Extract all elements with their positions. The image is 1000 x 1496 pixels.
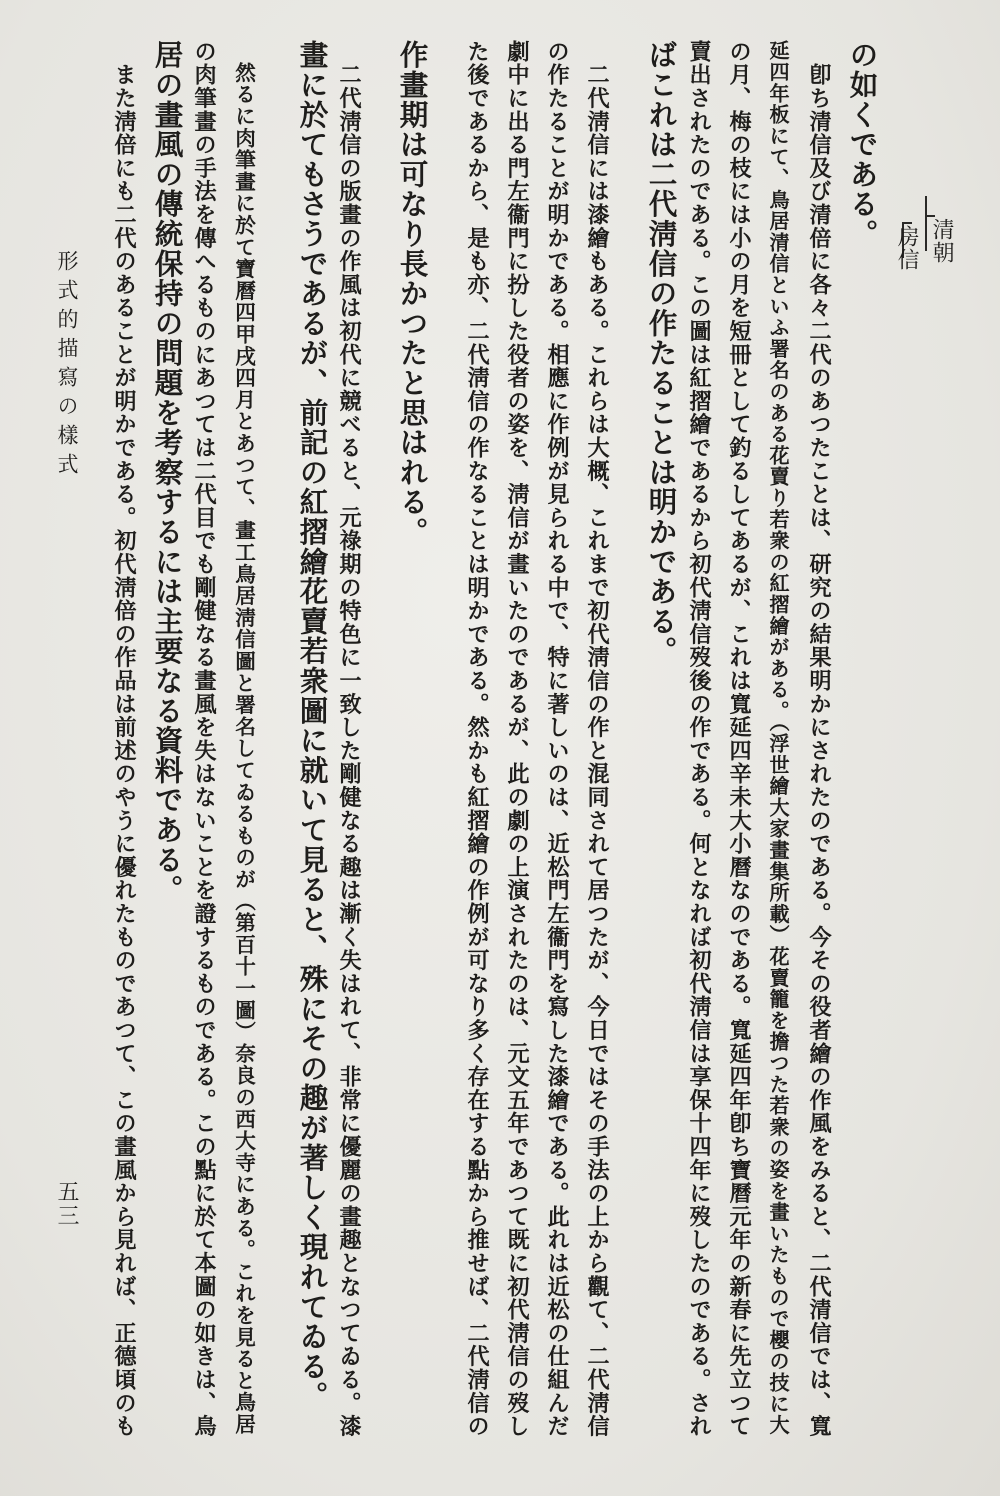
genealogy-top-name: 清朝: [929, 218, 955, 264]
text-column-1: の如くである。: [845, 40, 880, 249]
genealogy-branch-top: [925, 215, 935, 217]
text-column-15: の肉筆畫の手法を傳へるものにあつては二代目でも剛健なる畫風を失はないことを證するものである。この點に於て本圖の如きは、鳥: [191, 40, 218, 1438]
text-column-3: 延四年板にて、鳥居清信といふ署名のある花賣り若衆の紅摺繪がある。（浮世繪大家畫集所載）花賣籠を擔つた若衆の姿を畫いたもので櫻の技に大: [766, 40, 791, 1436]
text-column-16: 居の畫風の傳統保持の問題を考察するには主要なる資料である。: [150, 40, 185, 905]
text-column-5: 賣出されたのである。この圖は紅摺繪であるから初代淸信歿後の作である。何となれば初代淸信は享保十四年に歿したのである。され: [686, 40, 713, 1438]
text-column-11: 作畫期は可なり長かつたと思はれる。: [395, 40, 430, 547]
text-column-8: の作たることが明かである。相應に作例が見られる中で、特に著しいのは、近松門左衞門を寫した漆繪である。此れは近松の仕組んだ: [544, 40, 571, 1438]
genealogy-bottom-name: 房信: [894, 225, 920, 271]
page-number: 五三: [54, 1180, 79, 1228]
running-title: 形式的描寫の樣式: [55, 250, 79, 482]
text-column-2: 卽ち清信及び清倍に各々二代のあつたことは、研究の結果明かにされたのである。今その役者繪の作風をみると、二代清信では、寬: [806, 40, 833, 1438]
text-column-4: の月、梅の枝には小の月を短冊として釣るしてあるが、これは寬延四辛未大小曆なのである。寬延四年卽ち寶曆元年の新春に先立つて: [726, 40, 753, 1438]
text-column-10: た後であるから、是も亦、二代淸信の作なることは明かである。然かも紅摺繪の作例が可なり多く存在する點から推せば、二代淸信の: [464, 40, 491, 1438]
text-column-6: ばこれは二代淸信の作たることは明かである。: [644, 40, 679, 666]
text-column-7: 二代淸信には漆繪もある。これらは大概、これまで初代淸信の作と混同されて居つたが、今日ではその手法の上から觀て、二代淸信: [584, 40, 611, 1438]
text-column-12: 二代淸信の版畫の作風は初代に競べると、元祿期の特色に一致した剛健なる趣は漸く失はれて、非常に優麗の畫趣となつてゐる。漆: [336, 40, 363, 1438]
genealogy-vertical-line: [925, 196, 927, 251]
text-column-13: 畫に於てもさうであるが、前記の紅摺繪花賣若衆圖に就いて見ると、殊にその趣が著しく現れてゐる。: [295, 40, 330, 1411]
text-column-17: また淸倍にも二代のあることが明かである。初代淸倍の作品は前述のやうに優れたものであつて、この畫風から見れば、正德頃のも: [111, 40, 138, 1438]
text-column-9: 劇中に出る門左衞門に扮した役者の姿を、淸信が畫いたのであるが、此の劇の上演されたのは、元文五年であつて既に初代淸信の歿し: [504, 40, 531, 1438]
text-column-14: 然るに肉筆畫に於て寶曆四甲戌四月とあつて、畫工鳥居淸信圖と署名してゐるものが（第百十一圖）奈良の西大寺にある。これを見ると鳥居: [231, 40, 256, 1436]
